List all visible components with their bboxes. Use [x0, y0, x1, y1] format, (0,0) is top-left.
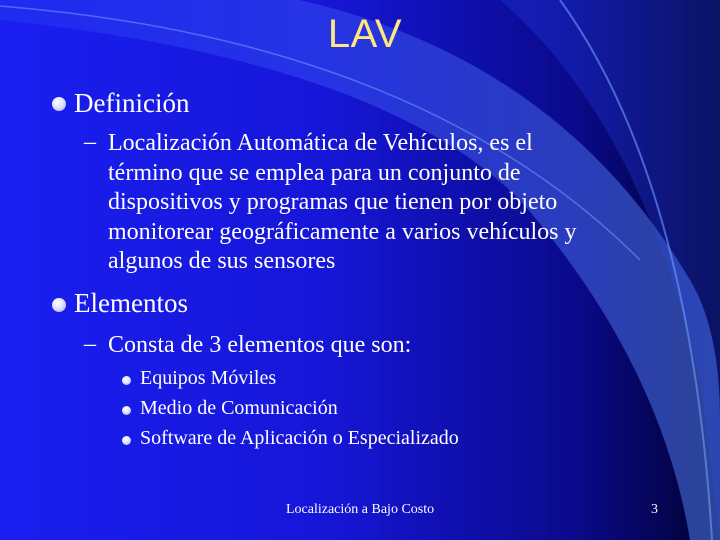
section-heading-elementos: Elementos	[74, 288, 188, 318]
definition-line: Localización Automática de Vehículos, es el	[108, 130, 533, 156]
bullet-icon	[122, 436, 131, 445]
dash-icon: –	[84, 129, 96, 155]
bullet-icon	[52, 97, 66, 111]
section-heading-definicion: Definición	[74, 88, 190, 118]
list-item: Software de Aplicación o Especializado	[140, 427, 459, 449]
definition-line: dispositivos y programas que tienen por objeto	[108, 189, 558, 215]
list-item: Medio de Comunicación	[140, 397, 338, 419]
footer-text: Localización a Bajo Costo	[286, 502, 435, 517]
bullet-icon	[122, 376, 131, 385]
page-number: 3	[651, 502, 658, 517]
definition-text	[108, 129, 668, 277]
definition-line: monitorear geográficamente a varios vehículos y	[108, 218, 577, 245]
list-item: Equipos Móviles	[140, 367, 277, 389]
definition-line: término que se emplea para un conjunto de	[108, 159, 521, 186]
slide-title: LAV	[327, 12, 403, 56]
bullet-icon	[122, 406, 131, 415]
elements-intro: Consta de 3 elementos que son:	[108, 332, 412, 358]
definition-line: algunos de sus sensores	[108, 248, 336, 274]
bullet-icon	[52, 298, 66, 312]
dash-icon: –	[84, 331, 96, 357]
